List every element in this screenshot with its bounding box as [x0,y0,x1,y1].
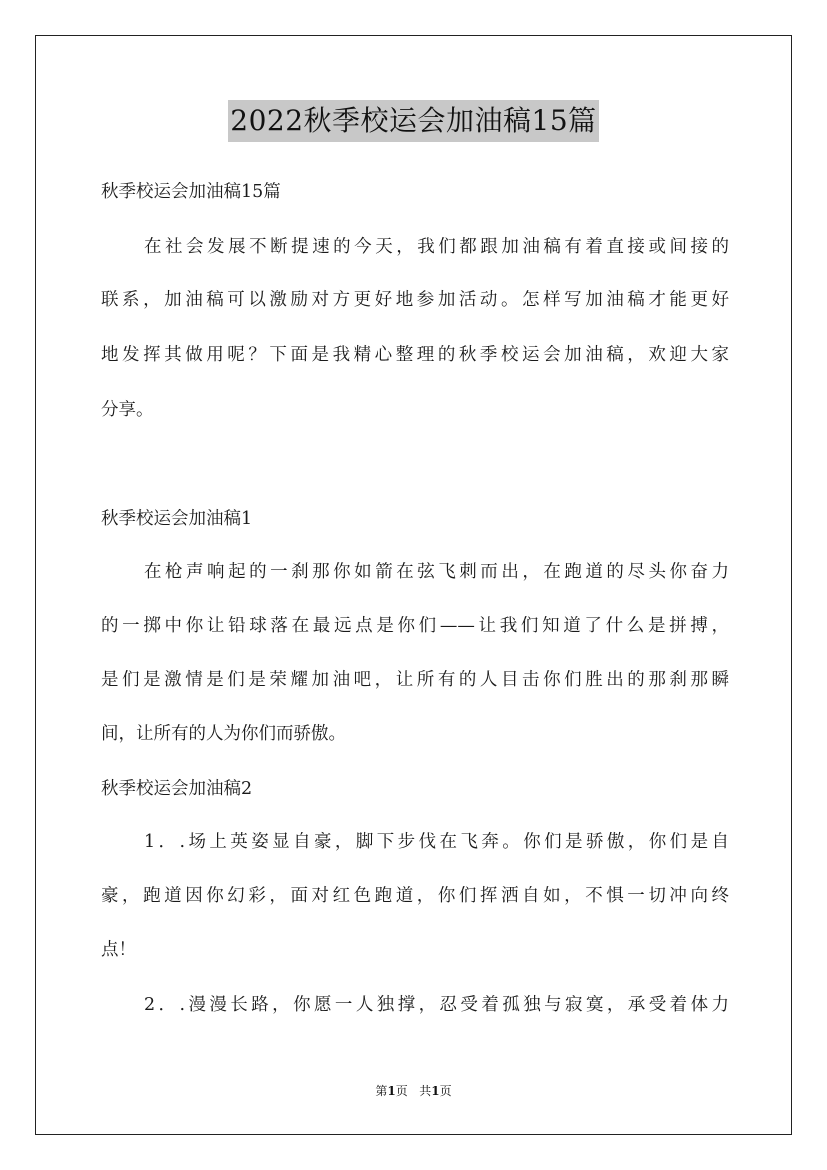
subtitle-line: 秋季校运会加油稿15篇 [101,182,281,202]
paragraph-line: 分享。 [101,400,154,420]
list-item-line: 点！ [101,940,136,960]
page-number: 1 [387,1084,396,1098]
paragraph-line: 是们是激情是们是荣耀加油吧，让所有的人目击你们胜出的那刹那瞬 [101,670,729,690]
paragraph-line: 间，让所有的人为你们而骄傲。 [101,724,346,744]
paragraph-line: 的一掷中你让铅球落在最远点是你们——让我们知道了什么是拼搏， [101,616,729,636]
list-item-line: 1．.场上英姿显自豪，脚下步伐在飞奔。你们是骄傲，你们是自 [144,832,729,852]
document-title: 2022秋季校运会加油稿15篇 [228,100,598,142]
section-heading: 秋季校运会加油稿1 [101,509,253,529]
page-label-suffix: 页 [395,1084,408,1098]
paragraph-line: 联系，加油稿可以激励对方更好地参加活动。怎样写加油稿才能更好 [101,290,729,310]
paragraph-line: 在枪声响起的一刹那你如箭在弦飞刺而出，在跑道的尽头你奋力 [144,562,729,582]
total-label-suffix: 页 [439,1084,452,1098]
total-label-prefix: 共 [419,1084,432,1098]
title-wrapper [0,100,827,142]
list-item-line: 豪，跑道因你幻彩，面对红色跑道，你们挥洒自如，不惧一切冲向终 [101,886,729,906]
list-item-line: 2．.漫漫长路，你愿一人独撑，忍受着孤独与寂寞，承受着体力 [144,995,729,1015]
total-pages: 1 [431,1084,440,1098]
paragraph-line: 地发挥其做用呢？下面是我精心整理的秋季校运会加油稿，欢迎大家 [101,345,729,365]
paragraph-line: 在社会发展不断提速的今天，我们都跟加油稿有着直接或间接的 [144,237,729,257]
page-footer [0,1083,827,1099]
page-label-prefix: 第 [375,1084,388,1098]
section-heading: 秋季校运会加油稿2 [101,779,253,799]
